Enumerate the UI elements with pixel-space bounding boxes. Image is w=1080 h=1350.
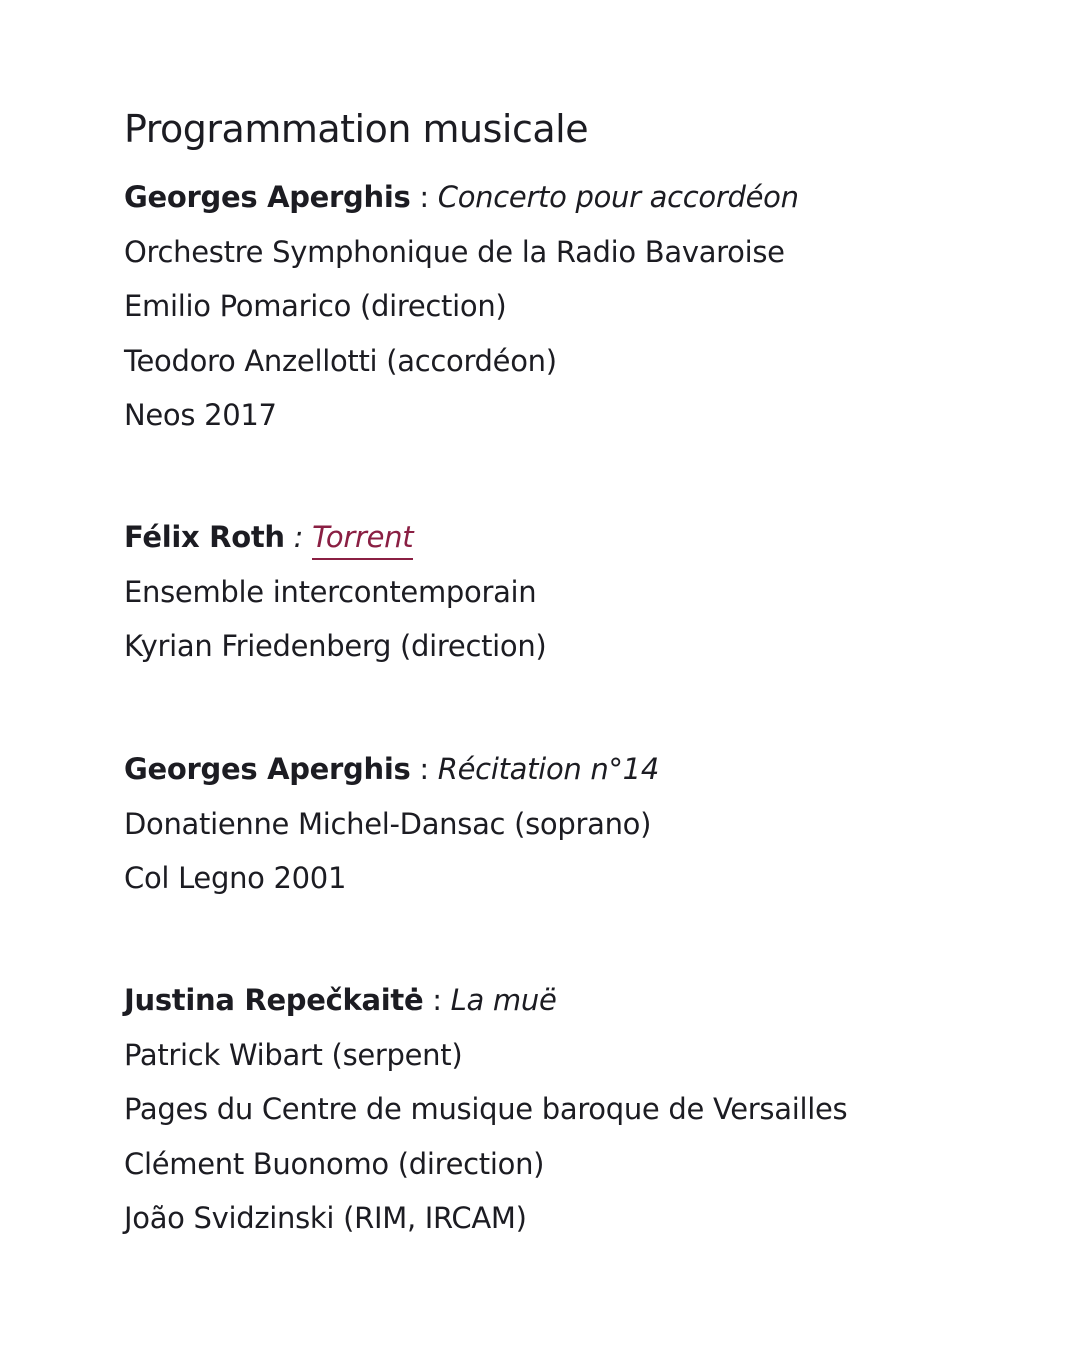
label-year-line: Neos 2017 [124,398,277,432]
label-year-line: Col Legno 2001 [124,861,347,895]
performer-line: Teodoro Anzellotti (accordéon) [124,343,557,378]
performer-line: João Svidzinski (RIM, IRCAM) [124,1201,527,1235]
separator: : [284,520,313,554]
performer-line: Clément Buonomo (direction) [124,1146,545,1181]
composer-name: Félix Roth [124,520,285,554]
performer-line: Donatienne Michel-Dansac (soprano) [124,806,652,841]
performer-line: Orchestre Symphonique de la Radio Bavaroise [124,234,785,269]
entry-heading [124,973,847,1028]
separator: : [423,983,451,1017]
entry-heading [124,742,659,797]
performer-line: Kyrian Friedenberg (direction) [124,629,547,663]
page-title: Programmation musicale [124,107,589,151]
performer-line: Patrick Wibart (serpent) [124,1037,463,1072]
composer-name: Justina Repečkaitė [124,983,424,1017]
composer-name: Georges Aperghis [124,180,411,214]
work-title: Récitation n°14 [437,752,659,786]
work-title: Concerto pour accordéon [437,180,799,214]
performer-line: Emilio Pomarico (direction) [124,289,507,323]
programme-entry [124,973,847,1246]
performer-line: Pages du Centre de musique baroque de Versailles [124,1092,848,1126]
entry-heading [124,510,546,565]
work-title: La muë [450,983,557,1017]
entry-heading [124,170,799,225]
work-title-link[interactable]: Torrent [312,520,413,560]
composer-name: Georges Aperghis [124,752,411,786]
separator: : [410,180,438,214]
programme-entry [124,742,659,906]
performer-line: Ensemble intercontemporain [124,574,537,609]
separator: : [410,752,438,786]
programme-entry [124,170,799,443]
programme-entry [124,510,546,674]
